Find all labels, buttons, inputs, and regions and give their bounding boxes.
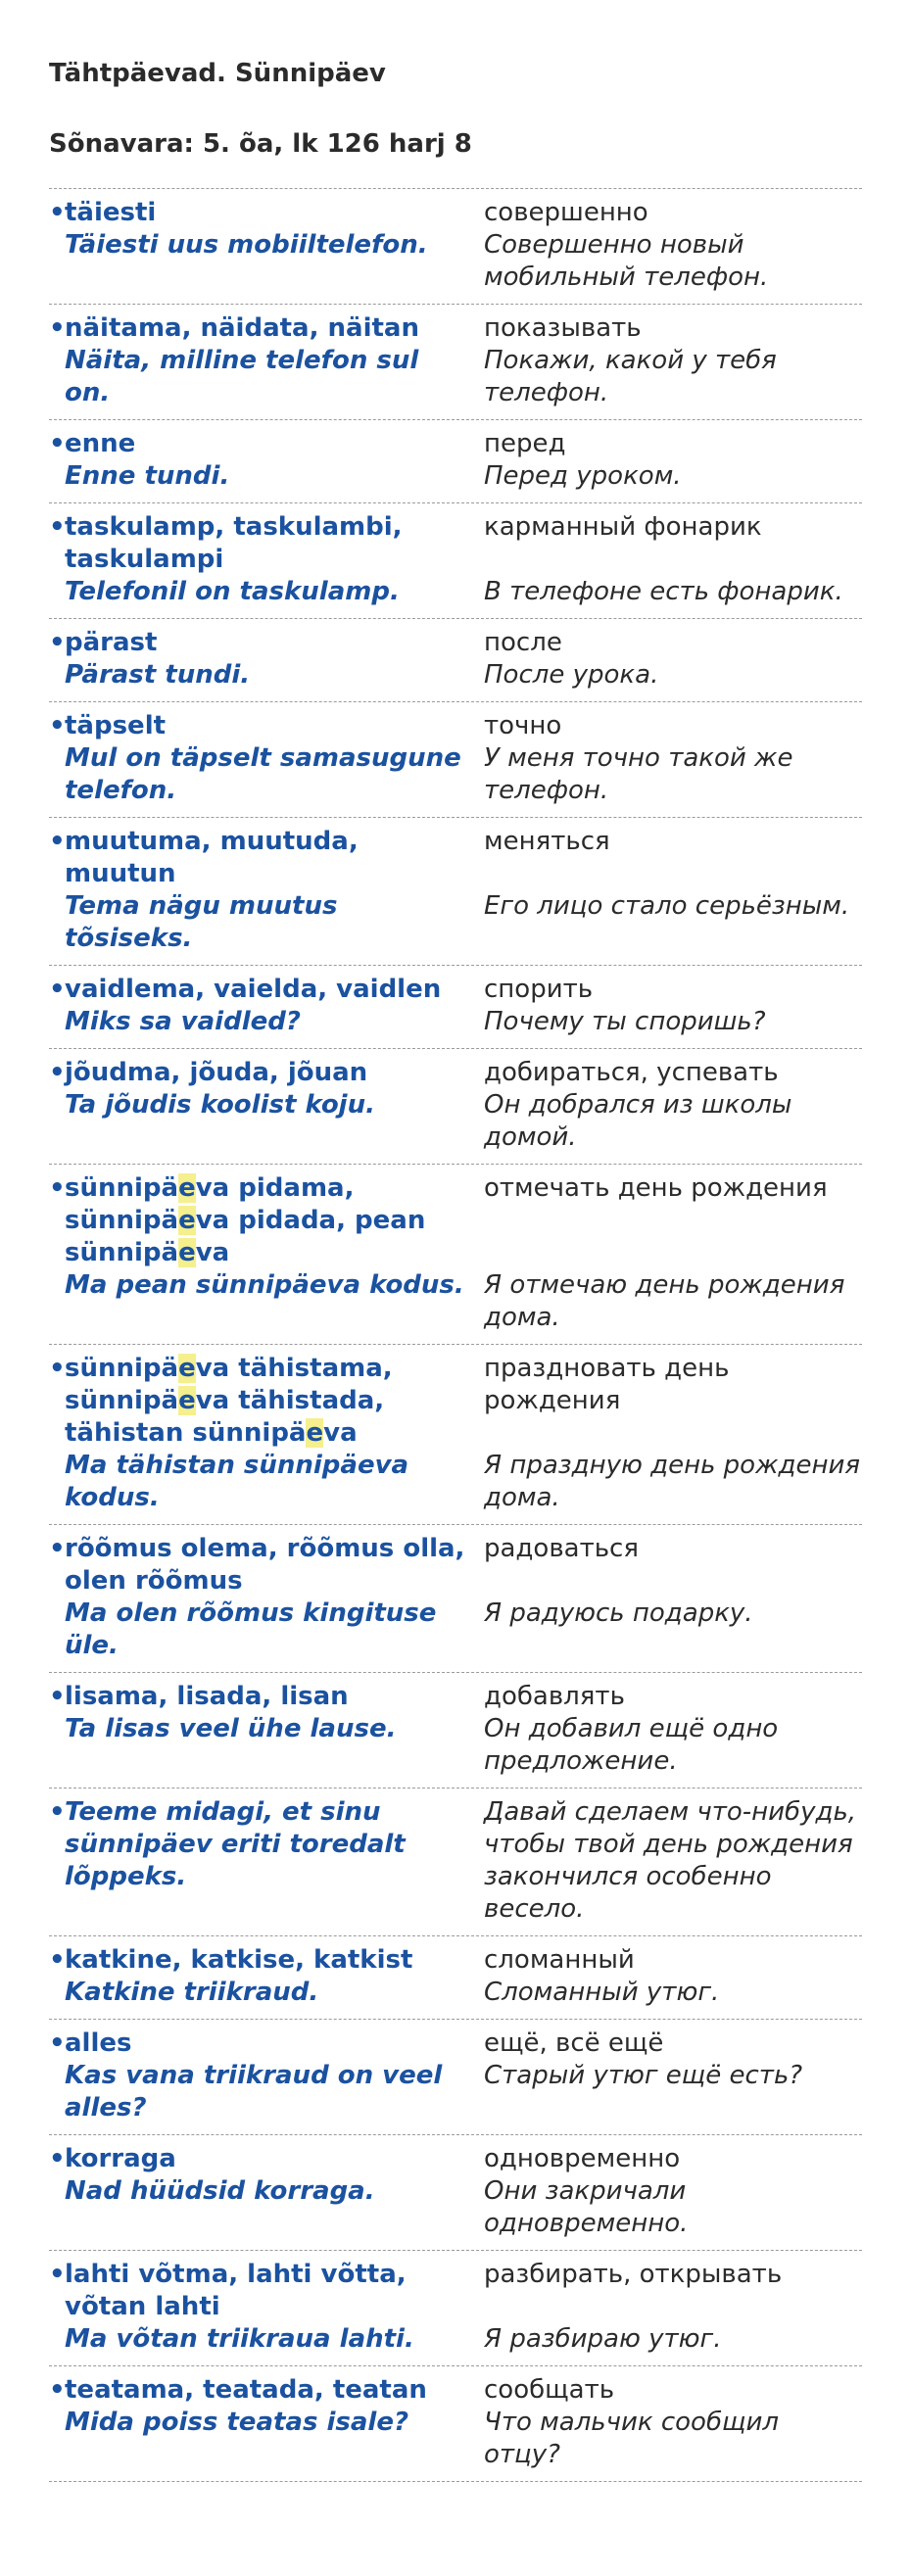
translation: меняться bbox=[484, 827, 610, 856]
example-translation: У меня точно такой же телефон. bbox=[484, 743, 793, 805]
highlighted-letter: e bbox=[178, 1206, 196, 1235]
translation: сообщать bbox=[484, 2375, 615, 2405]
estonian-column bbox=[49, 1681, 472, 1778]
estonian-column bbox=[49, 1533, 472, 1662]
estonian-column bbox=[49, 197, 472, 294]
vocabulary-entry bbox=[49, 420, 862, 503]
example-translation: Он добавил ещё одно предложение. bbox=[484, 1714, 779, 1776]
example-sentence: Ma pean sünnipäeva kodus. bbox=[65, 1270, 464, 1300]
example-sentence: Näita, milline telefon sul on. bbox=[65, 346, 419, 407]
vocabulary-entry bbox=[49, 702, 862, 818]
vocabulary-list bbox=[49, 188, 862, 2482]
headword-part: va bbox=[323, 1418, 358, 1448]
headword: teatama, teatada, teatan bbox=[65, 2375, 427, 2405]
estonian-column bbox=[49, 2143, 472, 2240]
headword: lahti võtma, lahti võtta, võtan lahti bbox=[65, 2260, 407, 2321]
example-sentence: Miks sa vaidled? bbox=[65, 1007, 301, 1036]
vocabulary-entry bbox=[49, 2251, 862, 2366]
example-sentence: Kas vana triikraud on veel alles? bbox=[65, 2061, 443, 2123]
headword-part: va tähistama, sünnipä bbox=[65, 1354, 393, 1415]
example-sentence: Tema nägu muutus tõsiseks. bbox=[65, 891, 338, 953]
headword bbox=[65, 1353, 472, 1450]
vocabulary-entry bbox=[49, 966, 862, 1049]
example-translation: Почему ты споришь? bbox=[484, 1007, 766, 1036]
example-translation: Давай сделаем что-нибудь, чтобы твой день рождения закончился особенно весело. bbox=[484, 1797, 857, 1924]
vocabulary-entry bbox=[49, 2020, 862, 2135]
estonian-column bbox=[49, 974, 472, 1038]
headword: katkine, katkise, katkist bbox=[65, 1945, 413, 1975]
headword: alles bbox=[65, 2028, 132, 2058]
russian-column bbox=[484, 312, 862, 409]
estonian-column bbox=[49, 312, 472, 409]
estonian-column bbox=[49, 1353, 472, 1514]
example-translation: Совершенно новый мобильный телефон. bbox=[484, 230, 769, 292]
headword-part: va pidama, sünnipä bbox=[65, 1173, 355, 1235]
estonian-column bbox=[49, 2027, 472, 2124]
translation: радоваться bbox=[484, 1534, 639, 1563]
bullet-icon: • bbox=[49, 198, 66, 227]
vocabulary-entry bbox=[49, 2135, 862, 2251]
translation: показывать bbox=[484, 313, 642, 343]
russian-column bbox=[484, 826, 862, 955]
translation: одновременно bbox=[484, 2144, 681, 2173]
bullet-icon: • bbox=[49, 1354, 66, 1383]
russian-column bbox=[484, 1533, 862, 1662]
headword: vaidlema, vaielda, vaidlen bbox=[65, 975, 442, 1004]
vocabulary-entry bbox=[49, 189, 862, 305]
example-sentence: Katkine triikraud. bbox=[65, 1978, 319, 2007]
example-sentence: Pärast tundi. bbox=[65, 660, 251, 690]
estonian-column bbox=[49, 2374, 472, 2471]
bullet-icon: • bbox=[49, 1797, 66, 1827]
russian-column bbox=[484, 1057, 862, 1154]
example-sentence: Ma olen rõõmus kingituse üle. bbox=[65, 1598, 437, 1660]
translation: совершенно bbox=[484, 198, 648, 227]
translation: после bbox=[484, 628, 562, 657]
vocabulary-entry bbox=[49, 2366, 862, 2482]
headword: täiesti bbox=[65, 198, 157, 227]
headword: taskulamp, taskulambi, taskulampi bbox=[65, 512, 403, 574]
headword bbox=[65, 1172, 472, 1269]
bullet-icon: • bbox=[49, 1173, 66, 1203]
bullet-icon: • bbox=[49, 1682, 66, 1711]
vocabulary-entry bbox=[49, 503, 862, 619]
bullet-icon: • bbox=[49, 827, 66, 856]
example-sentence: Enne tundi. bbox=[65, 461, 230, 491]
bullet-icon: • bbox=[49, 628, 66, 657]
bullet-icon: • bbox=[49, 711, 66, 740]
translation: разбирать, открывать bbox=[484, 2260, 783, 2289]
bullet-icon: • bbox=[49, 2260, 66, 2289]
bullet-icon: • bbox=[49, 1534, 66, 1563]
example-sentence: Ma võtan triikraua lahti. bbox=[65, 2324, 414, 2354]
russian-column bbox=[484, 1172, 862, 1334]
example-translation: Он добрался из школы домой. bbox=[484, 1090, 792, 1152]
example-translation: Что мальчик сообщил отцу? bbox=[484, 2408, 780, 2469]
headword: täpselt bbox=[65, 711, 167, 740]
translation: карманный фонарик bbox=[484, 512, 762, 542]
page-subtitle: Sõnavara: 5. õa, lk 126 harj 8 bbox=[49, 129, 472, 159]
bullet-icon: • bbox=[49, 313, 66, 343]
example-translation: После урока. bbox=[484, 660, 659, 690]
headword: muutuma, muutuda, muutun bbox=[65, 827, 359, 888]
highlighted-letter: e bbox=[178, 1173, 196, 1203]
headword: pärast bbox=[65, 628, 158, 657]
bullet-icon: • bbox=[49, 2028, 66, 2058]
headword-part: sünnipä bbox=[65, 1354, 179, 1383]
russian-column bbox=[484, 511, 862, 608]
translation: добираться, успевать bbox=[484, 1058, 779, 1087]
highlighted-letter: e bbox=[178, 1354, 196, 1383]
example-sentence: Ta jõudis koolist koju. bbox=[65, 1090, 375, 1120]
headword: näitama, näidata, näitan bbox=[65, 313, 419, 343]
example-sentence: Teeme midagi, et sinu sünnipäev eriti toredalt lõppeks. bbox=[65, 1797, 406, 1891]
russian-column bbox=[484, 1353, 862, 1514]
translation: сломанный bbox=[484, 1945, 635, 1975]
example-translation: Перед уроком. bbox=[484, 461, 682, 491]
russian-column bbox=[484, 2027, 862, 2124]
estonian-column bbox=[49, 1172, 472, 1334]
estonian-column bbox=[49, 710, 472, 807]
estonian-column bbox=[49, 1057, 472, 1154]
example-translation: Сломанный утюг. bbox=[484, 1978, 720, 2007]
estonian-column bbox=[49, 428, 472, 493]
headword: rõõmus olema, rõõmus olla, olen rõõmus bbox=[65, 1534, 465, 1596]
example-translation: Его лицо стало серьёзным. bbox=[484, 891, 850, 921]
bullet-icon: • bbox=[49, 429, 66, 458]
translation: точно bbox=[484, 711, 562, 740]
vocabulary-entry bbox=[49, 1789, 862, 1936]
translation: добавлять bbox=[484, 1682, 625, 1711]
headword: lisama, lisada, lisan bbox=[65, 1682, 349, 1711]
highlighted-letter: e bbox=[178, 1386, 196, 1415]
vocabulary-entry bbox=[49, 1049, 862, 1165]
estonian-column bbox=[49, 511, 472, 608]
russian-column bbox=[484, 2374, 862, 2471]
example-sentence: Telefonil on taskulamp. bbox=[65, 577, 400, 606]
vocabulary-entry bbox=[49, 619, 862, 702]
russian-column bbox=[484, 1944, 862, 2009]
russian-column bbox=[484, 2143, 862, 2240]
vocabulary-entry bbox=[49, 1673, 862, 1789]
russian-column bbox=[484, 974, 862, 1038]
russian-column bbox=[484, 1681, 862, 1778]
bullet-icon: • bbox=[49, 975, 66, 1004]
example-translation: Я отмечаю день рождения дома. bbox=[484, 1270, 845, 1332]
example-translation: Покажи, какой у тебя телефон. bbox=[484, 346, 777, 407]
russian-column bbox=[484, 428, 862, 493]
example-sentence: Ta lisas veel ühe lause. bbox=[65, 1714, 397, 1743]
translation: спорить bbox=[484, 975, 594, 1004]
bullet-icon: • bbox=[49, 1945, 66, 1975]
example-sentence: Täiesti uus mobiiltelefon. bbox=[65, 230, 428, 260]
vocabulary-entry bbox=[49, 1345, 862, 1525]
page-title: Tähtpäevad. Sünnipäev bbox=[49, 59, 386, 88]
headword-part: sünnipä bbox=[65, 1173, 179, 1203]
russian-column bbox=[484, 2259, 862, 2356]
vocabulary-entry bbox=[49, 1525, 862, 1673]
translation: отмечать день рождения bbox=[484, 1173, 828, 1203]
russian-column bbox=[484, 627, 862, 692]
vocabulary-entry bbox=[49, 1165, 862, 1345]
example-sentence: Ma tähistan sünnipäeva kodus. bbox=[65, 1451, 409, 1512]
russian-column bbox=[484, 197, 862, 294]
translation: праздновать день рождения bbox=[484, 1354, 730, 1415]
bullet-icon: • bbox=[49, 2144, 66, 2173]
example-translation: В телефоне есть фонарик. bbox=[484, 577, 843, 606]
estonian-column bbox=[49, 1944, 472, 2009]
headword-part: va pidada, pean sünnipä bbox=[65, 1206, 426, 1267]
estonian-column bbox=[49, 627, 472, 692]
estonian-column bbox=[49, 1796, 472, 1926]
example-translation: Я радуюсь подарку. bbox=[484, 1598, 753, 1628]
highlighted-letter: e bbox=[178, 1238, 196, 1267]
headword: korraga bbox=[65, 2144, 176, 2173]
vocabulary-entry bbox=[49, 305, 862, 420]
headword-part: va bbox=[195, 1238, 230, 1267]
example-translation: Старый утюг ещё есть? bbox=[484, 2061, 803, 2090]
vocabulary-entry bbox=[49, 818, 862, 966]
translation: перед bbox=[484, 429, 566, 458]
bullet-icon: • bbox=[49, 2375, 66, 2405]
headword: jõudma, jõuda, jõuan bbox=[65, 1058, 368, 1087]
bullet-icon: • bbox=[49, 1058, 66, 1087]
example-sentence: Mul on täpselt samasugune telefon. bbox=[65, 743, 461, 805]
headword: enne bbox=[65, 429, 136, 458]
translation: ещё, всё ещё bbox=[484, 2028, 664, 2058]
example-translation: Я праздную день рождения дома. bbox=[484, 1451, 861, 1512]
example-sentence: Nad hüüdsid korraga. bbox=[65, 2176, 375, 2206]
example-translation: Я разбираю утюг. bbox=[484, 2324, 722, 2354]
headword-part: va tähistada, tähistan sünnipä bbox=[65, 1386, 385, 1448]
bullet-icon: • bbox=[49, 512, 66, 542]
estonian-column bbox=[49, 826, 472, 955]
russian-column bbox=[484, 1796, 862, 1926]
estonian-column bbox=[49, 2259, 472, 2356]
russian-column bbox=[484, 710, 862, 807]
example-sentence: Mida poiss teatas isale? bbox=[65, 2408, 409, 2437]
highlighted-letter: e bbox=[306, 1418, 324, 1448]
example-translation: Они закричали одновременно. bbox=[484, 2176, 689, 2238]
vocabulary-entry bbox=[49, 1936, 862, 2020]
